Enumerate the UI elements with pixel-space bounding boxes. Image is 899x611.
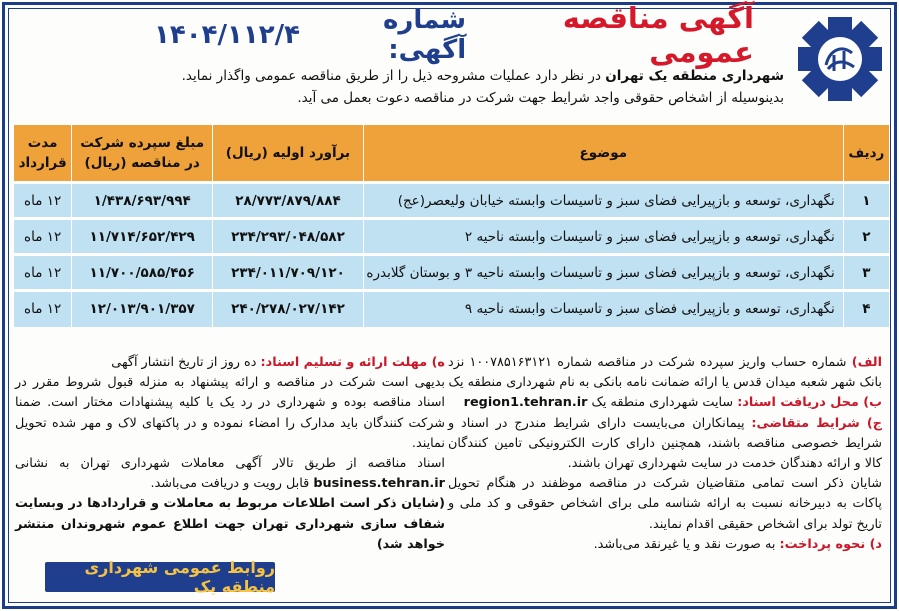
cell-subject: نگهداری، توسعه و بازپیرایی فضای سبز و تاسیسات وابسته ناحیه ۲ — [363, 219, 843, 255]
cell-duration: ۱۲ ماه — [14, 219, 72, 255]
business-website-link[interactable]: business.tehran.ir — [313, 476, 445, 492]
cell-estimate: ۲۸/۷۷۳/۸۷۹/۸۸۴ — [213, 183, 364, 219]
note-transparency: (شایان ذکر است اطلاعات مربوط به معاملات و قراردادها در وبسایت شفاف سازی شهرداری تهران جهت اطلاع عموم شهروندان منتشر خواهد شد) — [15, 496, 445, 552]
note-e-label: ه) مهلت ارائه و تسلیم اسناد: — [260, 355, 445, 370]
table-header-row — [14, 125, 890, 183]
header-radif: ردیف — [843, 125, 889, 183]
table-row — [14, 291, 890, 327]
note-f-rest: قابل رویت و دریافت می‌باشد. — [150, 476, 314, 492]
note-applicant-conditions — [448, 414, 882, 475]
note-b-text: سایت شهرداری منطقه یک — [587, 395, 738, 411]
public-relations-signature: روابط عمومی شهرداری منطقه یک — [45, 562, 275, 592]
header-subject: موضوع — [363, 125, 843, 183]
title-main: آگهی مناقصه عمومی — [562, 1, 754, 69]
table-row — [14, 219, 890, 255]
note-d-label: د) نحوه پرداخت: — [779, 536, 882, 552]
header-estimate: برآورد اولیه (ریال) — [213, 125, 364, 183]
cell-radif: ۲ — [843, 219, 889, 255]
notice-number: ۱۴۰۴/۱۱۲/۴ — [154, 20, 300, 50]
table-row — [14, 183, 890, 219]
header-deposit: مبلغ سپرده شرکت در مناقصه (ریال) — [72, 125, 213, 183]
notice-page — [2, 2, 897, 609]
note-b-label: ب) محل دریافت اسناد: — [737, 395, 882, 411]
note-c-text: پیمانکاران می‌بایست دارای شرایط مندرج در اسناد و شرایط خصوصی مناقصه باشند، همچنین دارای کارت الکترونیکی تامین کنندگان کالا و ارائه دهندگان خدمت در سایت شهرداری تهران باشند. — [448, 415, 882, 472]
note-deadline-body: بدیهی است شرکت در مناقصه و ارائه پیشنهاد به منزله قبول شروط مقرر در اسناد مناقصه بوده و شهرداری در رد یک یا کلیه پیشنهادات مختار است. ضمنا شرکت کنندگان باید مدارک را امضاء نموده و در پاکتهای لاک و مهر شده تحویل نمایند. — [15, 375, 445, 451]
cell-duration: ۱۲ ماه — [14, 291, 72, 327]
notes-right-column — [448, 353, 882, 555]
cell-duration: ۱۲ ماه — [14, 255, 72, 291]
note-e-text: ده روز از تاریخ انتشار آگهی — [111, 355, 261, 370]
note-business-portal — [15, 454, 445, 494]
cell-duration: ۱۲ ماه — [14, 183, 72, 219]
cell-radif: ۳ — [843, 255, 889, 291]
note-a-text: شماره حساب واریز سپرده شرکت در مناقصه شماره ۱۰۰۷۸۵۱۶۳۱۲۱ نزد بانک شهر شعبه میدان قدس یا ارائه ضمانت نامه بانکی به نام شهرداری منطقه یک — [448, 355, 882, 391]
note-a-label: الف) — [851, 355, 882, 370]
note-submission-id: شایان ذکر است تمامی متقاضیان شرکت در مناقصه موظفند در هنگام تحویل پاکات به دبیرخانه نسبت به ارائه شناسه ملی برای اشخاص حقوقی و کد ملی و تاریخ تولد برای اشخاص حقیقی اقدام نمایند. — [448, 476, 882, 532]
cell-deposit: ۱۲/۰۱۳/۹۰۱/۳۵۷ — [72, 291, 213, 327]
note-documents-location — [448, 393, 882, 413]
header-duration: مدت قرارداد — [14, 125, 72, 183]
table-row — [14, 255, 890, 291]
region1-website-link[interactable]: region1.tehran.ir — [463, 395, 588, 411]
note-payment-method — [448, 535, 882, 555]
cell-subject: نگهداری، توسعه و بازپیرایی فضای سبز و تاسیسات وابسته ناحیه ۹ — [363, 291, 843, 327]
cell-deposit: ۱۱/۷۱۴/۶۵۲/۴۲۹ — [72, 219, 213, 255]
municipality-name: شهرداری منطقه یک تهران — [605, 68, 784, 84]
notice-title — [154, 1, 754, 69]
note-c-label: ج) شرایط متقاضی: — [751, 415, 882, 431]
intro-line-1-rest: در نظر دارد عملیات مشروحه ذیل را از طریق مناقصه عمومی واگذار نماید. — [181, 68, 606, 84]
note-d-text: به صورت نقد و یا غیرنقد می‌باشد. — [593, 536, 780, 552]
intro-paragraph — [104, 65, 784, 109]
tehran-municipality-logo — [798, 11, 882, 107]
cell-deposit: ۱۱/۷۰۰/۵۸۵/۴۵۶ — [72, 255, 213, 291]
note-account — [448, 353, 882, 393]
cell-radif: ۴ — [843, 291, 889, 327]
intro-line-2: بدینوسیله از اشخاص حقوقی واجد شرایط جهت شرکت در مناقصه دعوت بعمل می آید. — [297, 90, 784, 106]
cell-subject: نگهداری، توسعه و بازپیرایی فضای سبز و تاسیسات وابسته خیابان ولیعصر(عج) — [363, 183, 843, 219]
intro-line-1 — [104, 65, 784, 87]
cell-subject: نگهداری، توسعه و بازپیرایی فضای سبز و تاسیسات وابسته ناحیه ۳ و بوستان گلابدره — [363, 255, 843, 291]
tender-table — [13, 124, 890, 327]
cell-estimate: ۲۴۰/۲۷۸/۰۲۷/۱۴۲ — [213, 291, 364, 327]
cell-estimate: ۲۳۴/۲۹۳/۰۴۸/۵۸۲ — [213, 219, 364, 255]
note-deadline — [15, 353, 445, 373]
cell-radif: ۱ — [843, 183, 889, 219]
note-f-text: اسناد مناقصه از طریق تالار آگهی معاملات شهرداری تهران به نشانی — [15, 456, 445, 472]
notes-left-column — [15, 353, 445, 555]
cell-deposit: ۱/۴۳۸/۶۹۳/۹۹۴ — [72, 183, 213, 219]
title-notice-label: شماره آگهی: — [383, 5, 467, 65]
cell-estimate: ۲۳۴/۰۱۱/۷۰۹/۱۲۰ — [213, 255, 364, 291]
